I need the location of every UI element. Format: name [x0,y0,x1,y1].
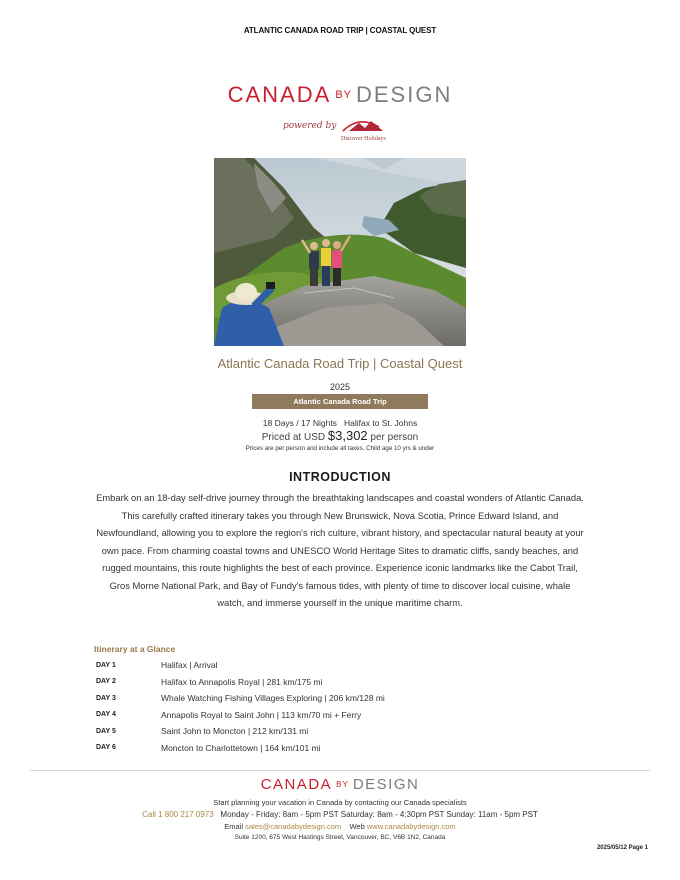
footer-brand-canada: CANADA [260,776,333,793]
email-link[interactable]: sales@canadabydesign.com [245,822,342,831]
itinerary-desc: Moncton to Charlottetown | 164 km/101 mi [161,742,321,753]
itinerary-row [96,723,576,740]
partner-name: Discover Holidays [341,136,386,142]
itinerary-day: DAY 2 [96,678,116,686]
itinerary-day: DAY 1 [96,661,116,669]
itinerary-desc: Annapolis Royal to Saint John | 113 km/70 mi + Ferry [161,709,362,720]
itinerary-row [96,707,576,724]
footer-tagline: Start planning your vacation in Canada by contacting our Canada specialists [213,798,467,807]
price-suffix: per person [367,432,419,443]
itinerary-list [96,657,576,756]
footer-brand-design: DESIGN [352,776,420,793]
price-prefix: Priced at USD [261,432,328,443]
itinerary-desc: Halifax to Annapolis Royal | 281 km/175 mi [161,676,323,687]
page-number: 2025/05/12 Page 1 [596,845,648,851]
mountain-arc-logo-icon [339,117,397,143]
price-note: Prices are per person and include all taxes. Child age 10 yrs & under [245,445,435,452]
itinerary-desc: Saint John to Moncton | 212 km/131 mi [161,726,309,737]
itinerary-row [96,674,576,691]
email-label: Email [224,822,246,831]
powered-by-text: powered by [283,121,337,131]
itinerary-row [96,657,576,674]
itinerary-row [96,690,576,707]
footer-brand-logo [0,776,680,794]
footer-contact [0,810,680,819]
trip-title: Atlantic Canada Road Trip | Coastal Quest [217,356,463,371]
hero-photo [214,158,466,346]
footer-hours: Monday - Friday: 8am - 5pm PST Saturday: 8am - 4:30pm PST Sunday: 11am - 5pm PST [213,810,538,819]
trip-price [0,428,680,443]
itinerary-day: DAY 4 [96,711,116,719]
footer-call-link[interactable]: Call 1 800 217 0973 [142,810,214,819]
itinerary-day: DAY 5 [96,727,116,735]
brand-by: BY [335,89,352,101]
trip-tag: Atlantic Canada Road Trip [252,394,428,409]
trip-duration: 18 Days / 17 Nights Halifax to St. Johns [262,418,418,428]
mountain-fjord-photo-icon [214,158,466,346]
web-label: Web [341,822,367,831]
itinerary-day: DAY 6 [96,744,116,752]
introduction-body: Embark on an 18-day self-drive journey through the breathtaking landscapes and coastal wonders of Atlantic Canada. This carefully crafted itinerary takes you through New Brunswick, Nova Scotia, Prince Edward Island, and Newfoundland, allowing you to explore the region's rich culture, vibrant history, and spectacular natural beauty at your own pace. From charming coastal towns and UNESCO World Heritage Sites to dramatic cliffs, sandy beaches, and rugged mountains, this route highlights the best of each province. Experience iconic landmarks like the Cabot Trail, Gros Morne National Park, and Bay of Fundy's famous tides, with plenty of time to discover local cuisine, whale watch, and immerse yourself in the unique maritime charm. [96,492,584,608]
powered-by [283,117,403,145]
itinerary-desc: Whale Watching Fishing Villages Exploring | 206 km/128 mi [161,693,385,704]
itinerary-row [96,740,576,757]
trip-year: 2025 [329,382,351,392]
introduction-heading: INTRODUCTION [289,470,391,484]
footer-brand-by: BY [336,780,349,789]
itinerary-desc: Halifax | Arrival [161,660,218,671]
brand-design: DESIGN [356,82,453,107]
footer-links [0,822,680,831]
itinerary-heading: Itinerary at a Glance [94,644,176,654]
brand-canada: CANADA [227,82,332,107]
web-link[interactable]: www.canadabydesign.com [366,822,456,831]
itinerary-day: DAY 3 [96,694,116,702]
price-amount: $3,302 [327,428,368,443]
footer-divider [30,770,650,771]
running-header: ATLANTIC CANADA ROAD TRIP | COASTAL QUEST [243,26,437,35]
brand-logo [0,82,680,108]
footer-address: Suite 1200, 675 West Hastings Street, Vancouver, BC, V6B 1N2, Canada [234,834,446,841]
